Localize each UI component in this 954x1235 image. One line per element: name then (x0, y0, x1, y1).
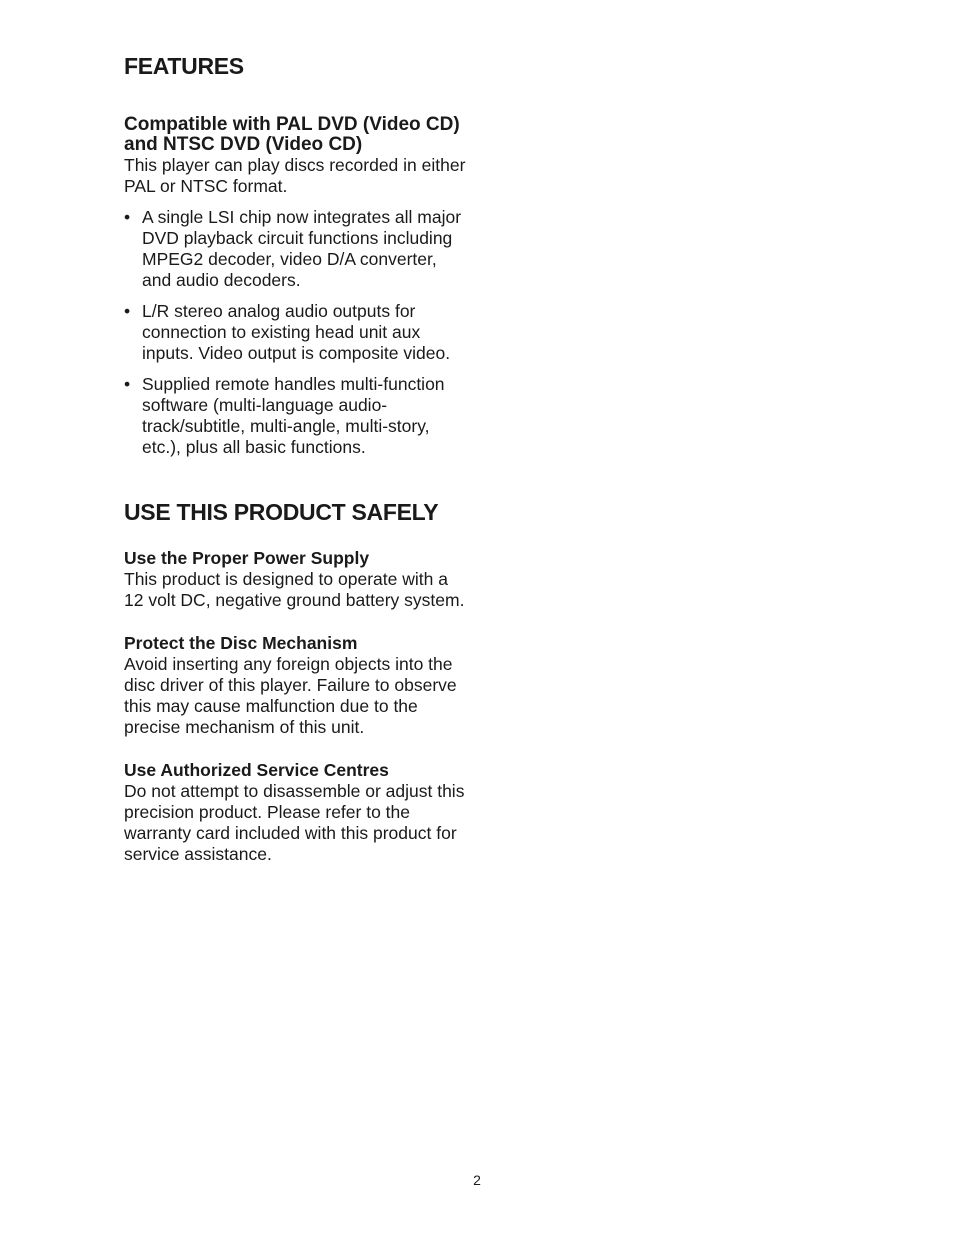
safety-title: USE THIS PRODUCT SAFELY (124, 499, 439, 525)
bullet-text: A single LSI chip now integrates all major DVD playback circuit functions including MPEG2 decoder, video D/A converter, and audio decoders. (142, 207, 462, 290)
compat-heading: Compatible with PAL DVD (Video CD) and NTSC DVD (Video CD) (124, 114, 460, 155)
bullet-icon: • (124, 207, 131, 227)
features-bullet-item (124, 207, 469, 291)
features-bullet-item (124, 301, 469, 364)
safety-heading: Protect the Disc Mechanism (124, 633, 358, 653)
bullet-text: L/R stereo analog audio outputs for connection to existing head unit aux inputs. Video output is composite video. (142, 301, 451, 363)
features-bullet-item (124, 374, 469, 458)
safety-block-disc-mechanism (124, 633, 469, 738)
features-title: FEATURES (124, 53, 244, 79)
safety-block-service-centres (124, 760, 469, 865)
bullet-icon: • (124, 374, 131, 394)
content-column (124, 52, 469, 887)
safety-text: Do not attempt to disassemble or adjust this precision product. Please refer to the warranty card included with this product for service assistance. (124, 781, 465, 864)
safety-heading: Use the Proper Power Supply (124, 548, 370, 568)
compat-block (124, 115, 469, 197)
bullet-text: Supplied remote handles multi-function software (multi-language audio-track/subtitle, multi-angle, multi-story, etc.), plus all basic functions. (142, 374, 445, 457)
page-number: 2 (473, 1172, 481, 1188)
safety-heading: Use Authorized Service Centres (124, 760, 389, 780)
features-bullet-list (124, 207, 469, 458)
safety-text: Avoid inserting any foreign objects into the disc driver of this player. Failure to observe this may cause malfunction due to the precise mechanism of this unit. (124, 654, 457, 737)
safety-text: This product is designed to operate with a 12 volt DC, negative ground battery system. (124, 569, 465, 610)
compat-text: This player can play discs recorded in either PAL or NTSC format. (124, 155, 466, 196)
bullet-icon: • (124, 301, 131, 321)
safety-block-power-supply (124, 548, 469, 611)
